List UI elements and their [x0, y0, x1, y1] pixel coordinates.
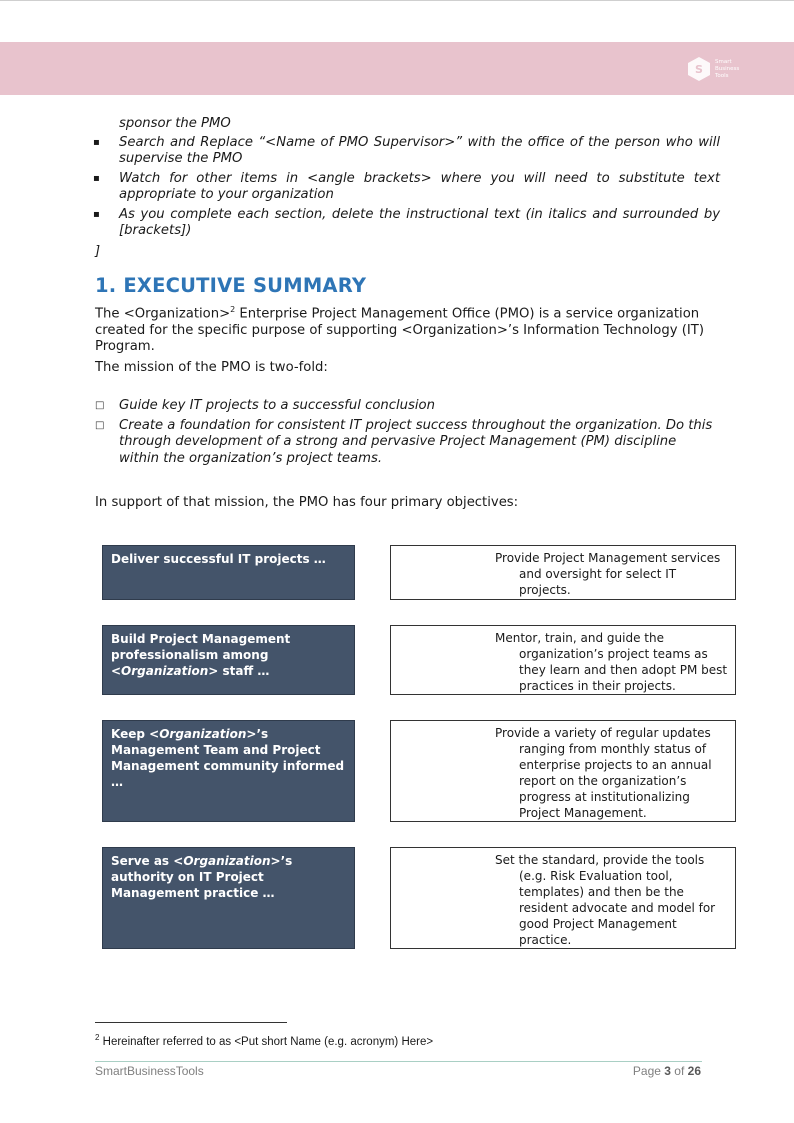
svg-text:S: S: [695, 63, 703, 76]
summary-paragraph: The <Organization>$^2$ Enterprise Project Management Office (PMO) is a service organization created for the specific purpose of supporting <Organization>’s Information Technology (IT) Program.: [95, 305, 704, 355]
closing-bracket: ]: [95, 243, 101, 259]
page-number: Page 3 of 26: [632, 1064, 701, 1078]
section-heading: 1. EXECUTIVE SUMMARY: [95, 274, 367, 297]
footer-divider: [95, 1061, 702, 1062]
page-header-band: [0, 42, 794, 95]
intro-continuation: sponsor the PMO: [119, 116, 231, 131]
footer-brand: SmartBusinessTools: [95, 1064, 204, 1078]
mission-item: □ Guide key IT projects to a successful conclusion: [95, 398, 720, 415]
objective-description: Set the standard, provide the tools (e.g. Risk Evaluation tool, templates) and then be the resident advocate and model for good Project Management practice.: [390, 847, 736, 949]
instruction-item: ▪ Search and Replace “<Name of PMO Supervisor>” with the office of the person who will supervise the PMO: [95, 135, 720, 168]
footnote-separator: [95, 1022, 287, 1023]
logo-text: Smart Business Tools: [715, 58, 740, 79]
mission-list: [95, 398, 720, 467]
instruction-item: ▪ Watch for other items in <angle brackets> where you will need to substitute text appropriate to your organization: [95, 171, 720, 204]
footnote: $^2$ Hereinafter referred to as <Put short Name (e.g. acronym) Here>: [95, 1033, 434, 1048]
mission-intro: The mission of the PMO is two-fold:: [95, 359, 328, 375]
company-logo: [686, 52, 766, 86]
objective-description: Mentor, train, and guide the organization’s project teams as they learn and then adopt PM best practices in their projects.: [390, 625, 736, 695]
objective-label: Deliver successful IT projects …: [102, 545, 355, 600]
logo-icon: [686, 56, 712, 82]
instruction-item: ▪ As you complete each section, delete the instructional text (in italics and surrounded by [brackets]): [95, 207, 720, 240]
top-border: [0, 0, 794, 1]
objective-description: Provide a variety of regular updates ranging from monthly status of enterprise projects to an annual report on the organization’s progress at institutionalizing Project Management.: [390, 720, 736, 822]
footnote-ref[interactable]: 2: [230, 305, 236, 314]
document-body: [95, 116, 720, 516]
mission-item: □ Create a foundation for consistent IT project success throughout the organization. Do this through development of a strong and pervasive Project Management (PM) discipline within the organization’s project teams.: [95, 418, 720, 468]
objectives-intro: In support of that mission, the PMO has four primary objectives:: [95, 495, 519, 511]
objective-label: Build Project Management professionalism among <Organization> staff …: [102, 625, 355, 695]
instruction-list: [95, 135, 720, 240]
objective-label: Keep <Organization>’s Management Team and Project Management community informed …: [102, 720, 355, 822]
objective-description: Provide Project Management services and oversight for select IT projects.: [390, 545, 736, 600]
objective-label: Serve as <Organization>’s authority on IT Project Management practice …: [102, 847, 355, 949]
